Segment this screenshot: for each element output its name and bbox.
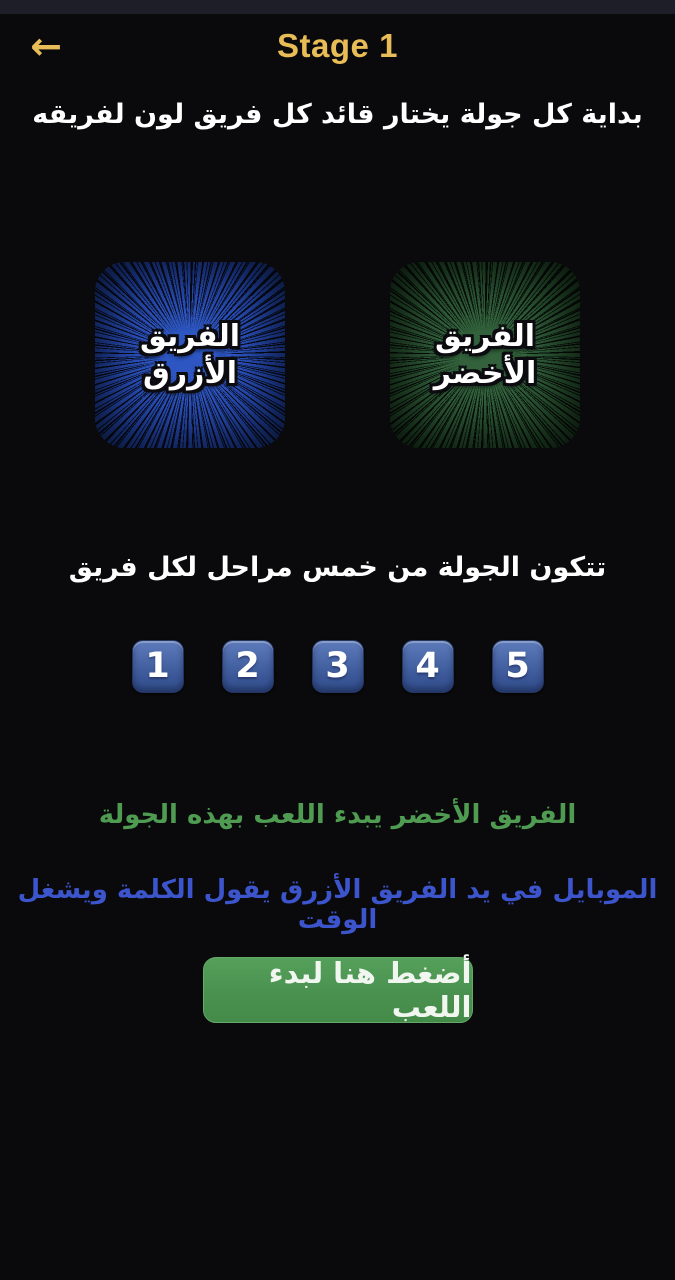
header (0, 14, 675, 78)
start-game-button-label: أضغط هنا لبدء اللعب (268, 956, 472, 1024)
team-badge-blue[interactable] (95, 262, 285, 448)
stage-number-5-label: 5 (505, 646, 530, 686)
stage-number-2-label: 2 (235, 646, 260, 686)
instruction-choose-color: بداية كل جولة يختار قائد كل فريق لون لفريقه (32, 99, 643, 130)
team-badge-green[interactable] (390, 262, 580, 448)
start-game-button[interactable] (203, 957, 473, 1023)
stage-number-4 (402, 640, 454, 693)
stage-number-5 (492, 640, 544, 693)
stage-number-2 (222, 640, 274, 693)
status-bar (0, 0, 675, 14)
stage-number-3-label: 3 (325, 646, 350, 686)
stage-number-1-label: 1 (145, 646, 170, 686)
page-title: Stage 1 (277, 27, 398, 64)
stage-numbers-row (0, 640, 675, 693)
team-badge-blue-label (140, 318, 240, 393)
stage-number-3 (312, 640, 364, 693)
team-badge-green-label (434, 318, 536, 393)
back-arrow-icon[interactable]: ← (30, 24, 62, 68)
instruction-five-stages: تتكون الجولة من خمس مراحل لكل فريق (68, 552, 607, 583)
stage-number-4-label: 4 (415, 646, 440, 686)
team-green-label-line1: الفريق (434, 318, 536, 354)
team-blue-label-line2: الأزرق (143, 356, 237, 391)
team-blue-label-line1: الفريق (139, 318, 241, 354)
status-blue-team-holds-phone: الموبايل في يد الفريق الأزرق يقول الكلمة ويشغل الوقت (17, 875, 658, 935)
team-green-label-line2: الأخضر (433, 356, 537, 391)
status-green-team-starts: الفريق الأخضر يبدء اللعب بهذه الجولة (98, 800, 577, 830)
stage-number-1 (132, 640, 184, 693)
